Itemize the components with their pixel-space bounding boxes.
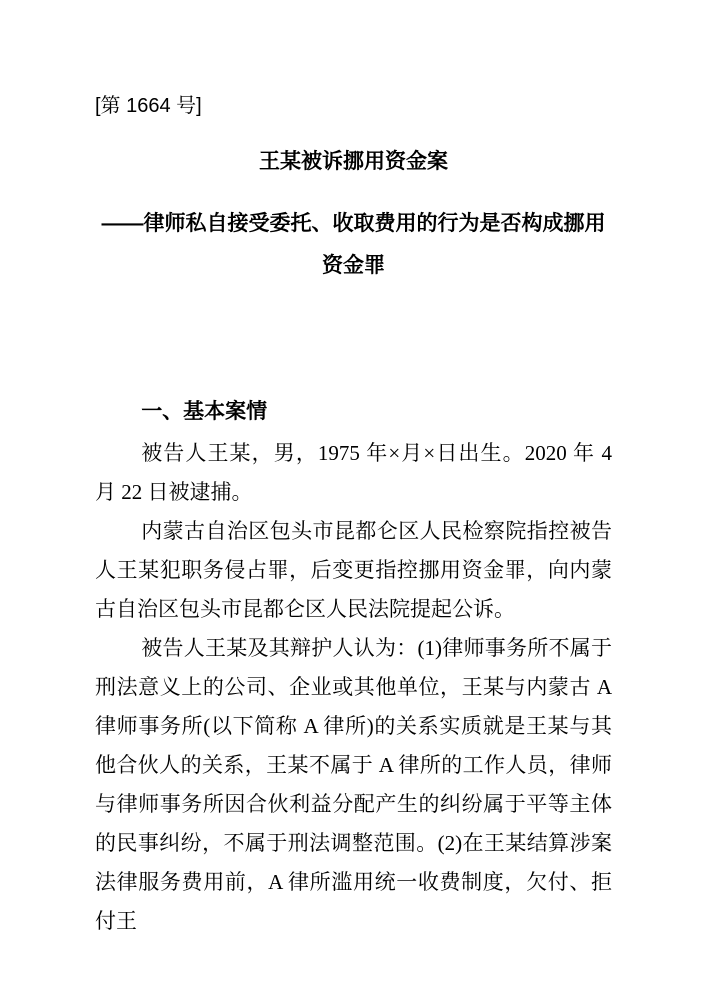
case-number: [第 1664 号] [95,95,202,117]
paragraph-defendant-info: 被告人王某，男，1975 年×月×日出生。2020 年 4 月 22 日被逮捕。 [95,441,612,504]
section-heading-basic-facts: 一、基本案情 [141,400,268,423]
document-title: 王某被诉挪用资金案 [259,150,448,173]
paragraph-prosecution: 内蒙古自治区包头市昆都仑区人民检察院指控被告人王某犯职务侵占罪，后变更指控挪用资金罪，向内蒙古自治区包头市昆都仑区人民法院提起公诉。 [95,519,612,621]
paragraph-defense-argument: 被告人王某及其辩护人认为：(1)律师事务所不属于刑法意义上的公司、企业或其他单位，王某与内蒙古 A 律师事务所(以下简称 A 律所)的关系实质就是王某与其他合伙人的关系，王某不属于 A 律所的工作人员，律师与律师事务所因合伙利益分配产生的纠纷属于平等主体的民事纠纷，不属于刑法调整范围。(2)在王某结算涉案法律服务费用前，A 律所滥用统一收费制度，欠付、拒付王 [95,636,612,933]
document-subtitle: ——律师私自接受委托、收取费用的行为是否构成挪用资金罪 [101,212,606,277]
